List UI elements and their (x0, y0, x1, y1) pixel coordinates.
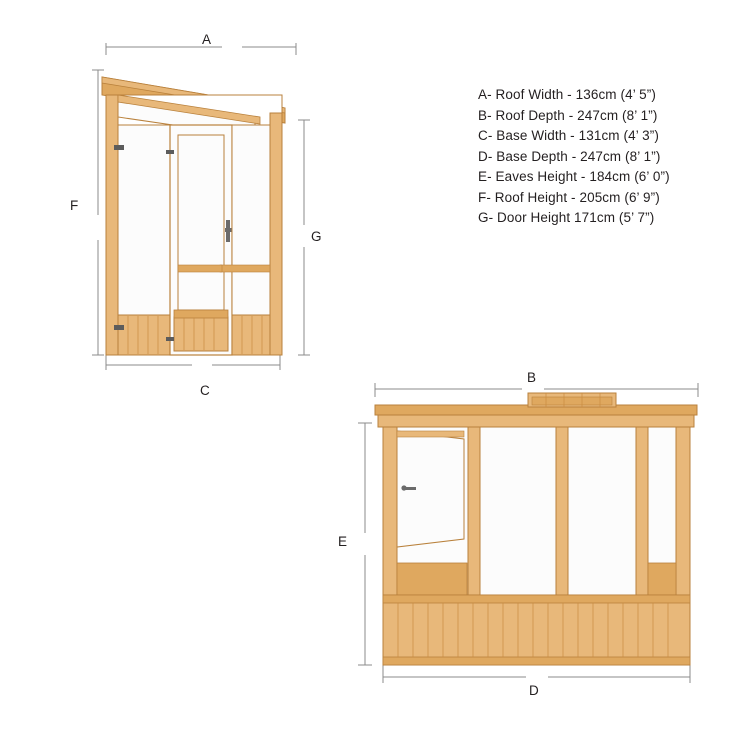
legend-item-e: E- Eaves Height - 184cm (6’ 0”) (478, 169, 670, 184)
dimension-line-c (106, 355, 280, 370)
dimensions-legend (478, 85, 670, 229)
label-c: C (200, 383, 210, 398)
label-a: A (202, 32, 212, 47)
label-e: E (338, 534, 348, 549)
legend-item-a: A- Roof Width - 136cm (4’ 5”) (478, 87, 656, 102)
label-f: F (70, 198, 79, 213)
legend-item-b: B- Roof Depth - 247cm (8’ 1”) (478, 107, 658, 123)
dimension-line-d (383, 665, 690, 683)
dimension-line-g (298, 120, 310, 355)
legend-item-c: C- Base Width - 131cm (4’ 3”) (478, 128, 659, 143)
dimension-line-e (358, 423, 372, 665)
front-elevation-drawing (70, 25, 330, 400)
side-elevation-drawing (350, 375, 720, 705)
label-g: G (311, 229, 322, 244)
legend-item-d: D- Base Depth - 247cm (8’ 1”) (478, 148, 661, 164)
dimension-line-f (92, 70, 104, 355)
dimension-line-a (106, 43, 296, 55)
label-d: D (529, 683, 539, 698)
legend-item-f: F- Roof Height - 205cm (6’ 9”) (478, 189, 660, 205)
legend-item-g: G- Door Height 171cm (5’ 7”) (478, 210, 655, 225)
label-b: B (527, 370, 537, 385)
